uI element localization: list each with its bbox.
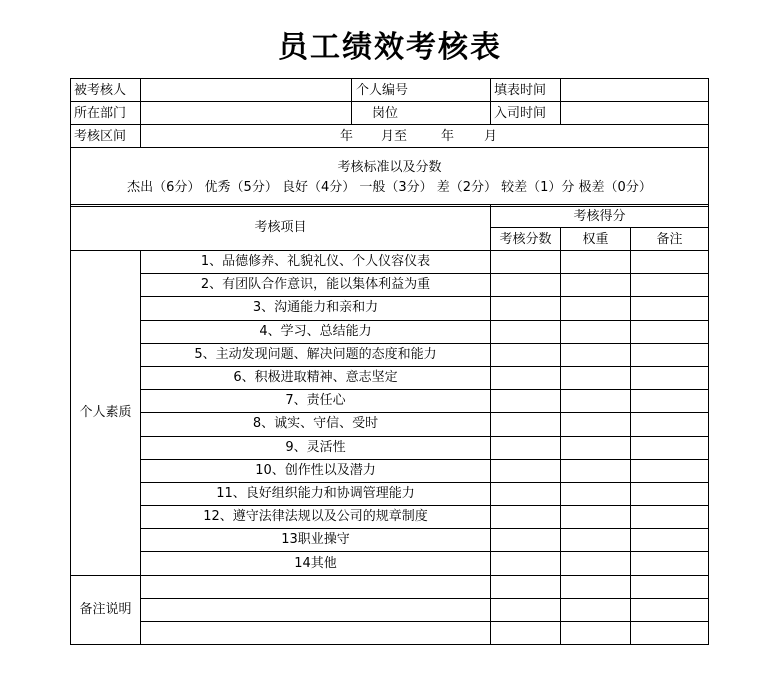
standard-cell (71, 148, 709, 207)
item-1-note[interactable] (631, 251, 709, 274)
item-14: 14其他 (141, 552, 491, 575)
item-5-weight[interactable] (561, 343, 631, 366)
remark-line-2[interactable] (141, 598, 491, 621)
standard-scale: 杰出（6分） 优秀（5分） 良好（4分） 一般（3分） 差（2分） 较差（1）分 极差（0分） (127, 180, 652, 195)
item-5: 5、主动发现问题、解决问题的态度和能力 (141, 343, 491, 366)
item-2-score[interactable] (491, 274, 561, 297)
item-13-score[interactable] (491, 529, 561, 552)
item-6-weight[interactable] (561, 366, 631, 389)
standard-heading: 考核标准以及分数 (337, 160, 442, 175)
item-2: 2、有团队合作意识，能以集体利益为重 (141, 274, 491, 297)
entry-time-label: 入司时间 (491, 102, 561, 125)
item-5-note[interactable] (631, 343, 709, 366)
item-header-cell: 考核项目 (71, 205, 491, 251)
item-3: 3、沟通能力和亲和力 (141, 297, 491, 320)
remarks-label: 备注说明 (71, 575, 141, 644)
item-4-note[interactable] (631, 320, 709, 343)
period-year2: 年 (441, 128, 455, 144)
item-10-note[interactable] (631, 459, 709, 482)
department-value[interactable] (141, 102, 352, 125)
item-7-score[interactable] (491, 390, 561, 413)
item-3-score[interactable] (491, 297, 561, 320)
remark-line-3[interactable] (141, 621, 491, 644)
item-5-score[interactable] (491, 343, 561, 366)
position-label: 岗位 (352, 102, 491, 125)
item-11: 11、良好组织能力和协调管理能力 (141, 482, 491, 505)
item-11-score[interactable] (491, 482, 561, 505)
item-1: 1、品德修养、礼貌礼仪、个人仪容仪表 (141, 251, 491, 274)
score-group-header: 考核得分 (491, 205, 709, 228)
assessee-label: 被考核人 (71, 79, 141, 102)
item-9-note[interactable] (631, 436, 709, 459)
item-12-note[interactable] (631, 506, 709, 529)
remark-1-note[interactable] (631, 575, 709, 598)
page-title: 员工绩效考核表 (278, 30, 502, 65)
period-month: 月 (484, 128, 498, 144)
personal-id-label-text: 个人编号 (356, 82, 409, 98)
period-month-to: 月至 (381, 128, 408, 144)
item-3-weight[interactable] (561, 297, 631, 320)
item-6: 6、积极进取精神、意志坚定 (141, 366, 491, 389)
item-8-weight[interactable] (561, 413, 631, 436)
item-14-note[interactable] (631, 552, 709, 575)
item-7-weight[interactable] (561, 390, 631, 413)
item-8: 8、诚实、守信、受时 (141, 413, 491, 436)
remark-line-1[interactable] (141, 575, 491, 598)
item-14-weight[interactable] (561, 552, 631, 575)
item-2-note[interactable] (631, 274, 709, 297)
item-10: 10、创作性以及潜力 (141, 459, 491, 482)
item-14-score[interactable] (491, 552, 561, 575)
entry-time-value[interactable] (561, 102, 709, 125)
item-8-note[interactable] (631, 413, 709, 436)
fill-time-label: 填表时间 (491, 79, 561, 102)
remark-2-score[interactable] (491, 598, 561, 621)
item-11-note[interactable] (631, 482, 709, 505)
quality-section-label: 个人素质 (71, 251, 141, 576)
item-2-weight[interactable] (561, 274, 631, 297)
items-table (70, 204, 709, 645)
period-year1: 年 (340, 128, 354, 144)
item-6-note[interactable] (631, 366, 709, 389)
score-header: 考核分数 (491, 228, 561, 251)
item-13-note[interactable] (631, 529, 709, 552)
evaluation-table (70, 78, 709, 207)
item-1-score[interactable] (491, 251, 561, 274)
item-6-score[interactable] (491, 366, 561, 389)
item-4-score[interactable] (491, 320, 561, 343)
weight-header: 权重 (561, 228, 631, 251)
item-9-score[interactable] (491, 436, 561, 459)
remark-3-note[interactable] (631, 621, 709, 644)
item-7-note[interactable] (631, 390, 709, 413)
item-3-note[interactable] (631, 297, 709, 320)
item-8-score[interactable] (491, 413, 561, 436)
item-9: 9、灵活性 (141, 436, 491, 459)
remark-3-weight[interactable] (561, 621, 631, 644)
period-value[interactable] (141, 125, 709, 148)
department-label: 所在部门 (71, 102, 141, 125)
remark-1-weight[interactable] (561, 575, 631, 598)
personal-id-label (352, 79, 491, 102)
remark-2-weight[interactable] (561, 598, 631, 621)
item-13-weight[interactable] (561, 529, 631, 552)
assessee-value[interactable] (141, 79, 352, 102)
item-10-weight[interactable] (561, 459, 631, 482)
fill-time-value[interactable] (561, 79, 709, 102)
item-1-weight[interactable] (561, 251, 631, 274)
item-7: 7、责任心 (141, 390, 491, 413)
item-12: 12、遵守法律法规以及公司的规章制度 (141, 506, 491, 529)
item-4-weight[interactable] (561, 320, 631, 343)
remark-2-note[interactable] (631, 598, 709, 621)
item-13: 13职业操守 (141, 529, 491, 552)
item-10-score[interactable] (491, 459, 561, 482)
remark-3-score[interactable] (491, 621, 561, 644)
item-4: 4、学习、总结能力 (141, 320, 491, 343)
period-label: 考核区间 (71, 125, 141, 148)
item-12-weight[interactable] (561, 506, 631, 529)
item-11-weight[interactable] (561, 482, 631, 505)
item-12-score[interactable] (491, 506, 561, 529)
note-header: 备注 (631, 228, 709, 251)
item-9-weight[interactable] (561, 436, 631, 459)
remark-1-score[interactable] (491, 575, 561, 598)
